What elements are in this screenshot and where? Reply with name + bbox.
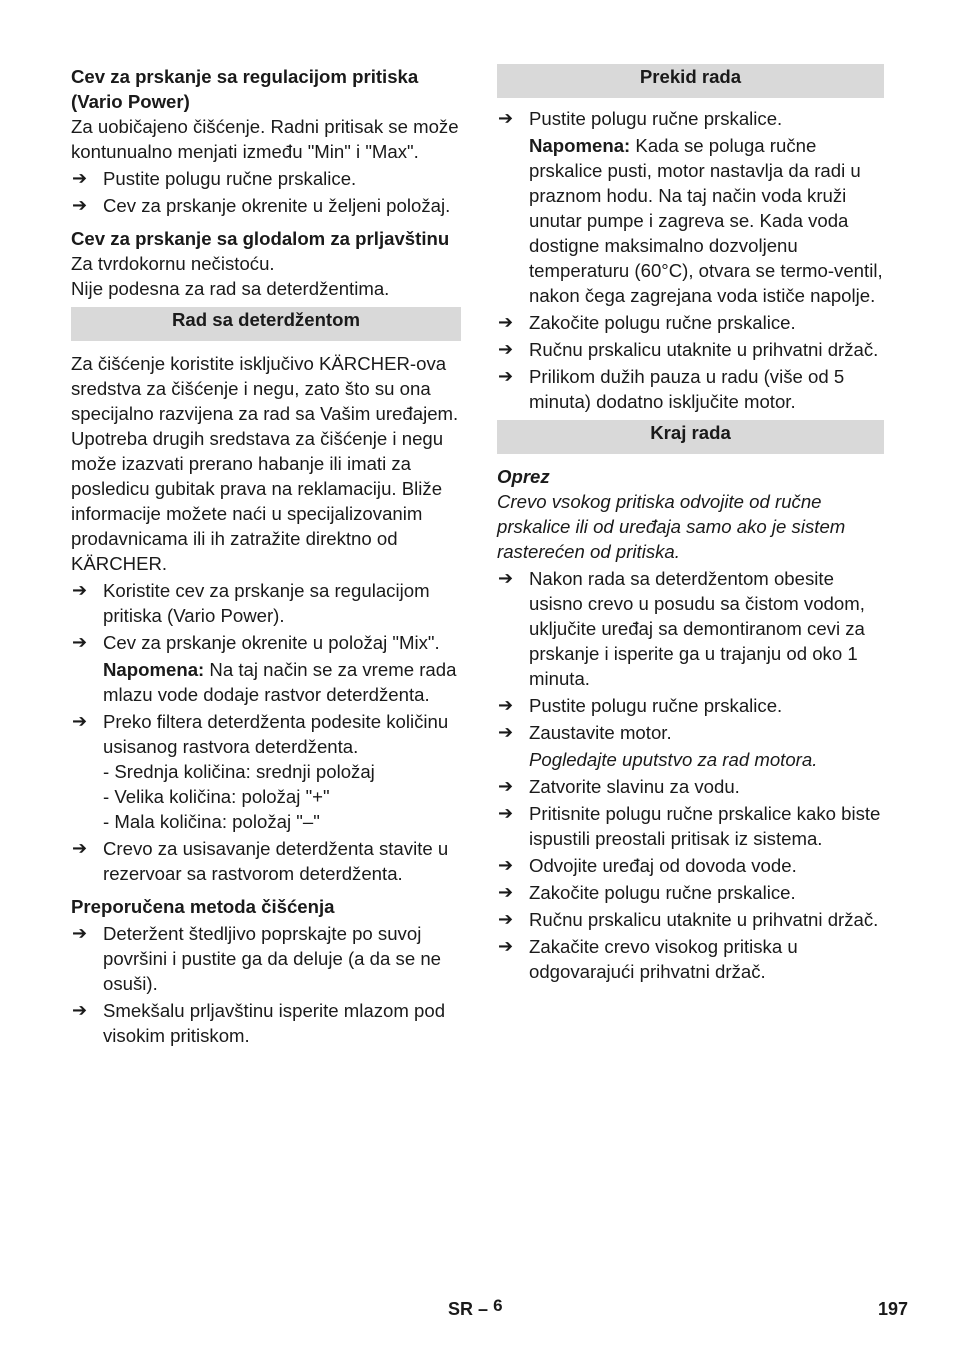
section-band-title: Rad sa deterdžentom [71,307,461,341]
bullet-item [497,566,884,691]
section-band-title: Kraj rada [497,420,884,454]
arrow-right-icon: ➔ [72,923,88,943]
bullet-text: Smekšalu prljavštinu isperite mlazom pod visokim pritiskom. [103,1000,446,1046]
section-heading: Preporučena metoda čišćenja [71,896,335,917]
footer-page-number: 197 [878,1299,909,1319]
bullet-text: Preko filtera deterdženta podesite količinu usisanog rastvora deterdženta. [103,711,449,757]
note-text: Na taj način se za vreme rada mlazu vode dodaje rastvor deterdženta. [103,659,457,705]
bullet-text: Pustite polugu ručne prskalice. [529,108,783,129]
arrow-right-icon: ➔ [72,1000,88,1020]
paragraph: Za čišćenje koristite isključivo KÄRCHER-ova sredstva za čišćenje i negu, zato što su ona specijalno razvijena za rad sa Vašim uređajem. Upotreba drugih sredstava za čišćenje i negu može izazvati prerano habanje ili imati za posledicu gubitak prava na reklamaciju. Bliže informacije možete naći u specijalizovanim prodavnicama ili ih zatražite direktno od KÄRCHER. [71,353,459,574]
bullet-text: Pustite polugu ručne prskalice. [103,168,357,189]
bullet-item [71,836,461,886]
arrow-right-icon: ➔ [72,632,88,652]
arrow-right-icon: ➔ [498,722,514,742]
arrow-right-icon: ➔ [72,580,88,600]
arrow-right-icon: ➔ [498,695,514,715]
arrow-right-icon: ➔ [498,108,514,128]
bullet-item [497,853,884,878]
arrow-right-icon: ➔ [498,882,514,902]
footer-section-page: 6 [493,1296,503,1315]
bullet-text: Ručnu prskalicu utaknite u prihvatni držač. [529,909,879,930]
bullet-text: Prilikom dužih pauza u radu (više od 5 minuta) dodatno isključite motor. [529,366,845,412]
bullet-item [497,880,884,905]
bullet-item [71,166,461,191]
section-heading: Cev za prskanje sa glodalom za prljavštinu [71,228,450,249]
arrow-right-icon: ➔ [498,803,514,823]
bullet-text: Zakočite polugu ručne prskalice. [529,882,796,903]
bullet-text: Cev za prskanje okrenite u položaj "Mix". [103,632,440,653]
paragraph: Za tvrdokornu nečistoću. [71,253,275,274]
sub-list-item: - Srednja količina: srednji položaj [103,761,375,782]
sub-list-item: - Mala količina: položaj "–" [103,811,320,832]
arrow-right-icon: ➔ [498,936,514,956]
arrow-right-icon: ➔ [498,366,514,386]
bullet-text: Crevo za usisavanje deterdženta stavite u rezervoar sa rastvorom deterdženta. [103,838,449,884]
bullet-text: Zaustavite motor. [529,722,672,743]
footer-section-label [448,1296,503,1320]
arrow-right-icon: ➔ [498,312,514,332]
section-band-title: Prekid rada [497,64,884,98]
arrow-right-icon: ➔ [498,339,514,359]
paragraph: Nije podesna za rad sa deterdžentima. [71,278,390,299]
arrow-right-icon: ➔ [498,855,514,875]
bullet-item [497,720,884,745]
arrow-right-icon: ➔ [72,711,88,731]
bullet-text: Odvojite uređaj od dovoda vode. [529,855,797,876]
note-label: Napomena: [103,659,205,680]
bullet-item [71,998,461,1048]
bullet-item [497,774,884,799]
section-heading: Cev za prskanje sa regulacijom pritiska (Vario Power) [71,66,419,112]
caution-heading: Oprez [497,466,550,487]
bullet-text: Pritisnite polugu ručne prskalice kako biste ispustili preostali pritisak iz sistema. [529,803,881,849]
bullet-item [497,801,884,851]
left-column [71,64,461,1048]
paragraph: Za uobičajeno čišćenje. Radni pritisak se može kontunualno menjati između "Min" i "Max". [71,116,459,162]
bullet-item [71,193,461,218]
arrow-right-icon: ➔ [498,568,514,588]
sub-list-item: - Velika količina: položaj "+" [103,786,330,807]
bullet-text: Zakočite polugu ručne prskalice. [529,312,796,333]
caution-text: Crevo vsokog pritiska odvojite od ručne prskalice ili od uređaja samo ako je sistem rasterećen od pritiska. [497,491,846,562]
arrow-right-icon: ➔ [72,168,88,188]
bullet-text: Zatvorite slavinu za vodu. [529,776,740,797]
italic-note: Pogledajte uputstvo za rad motora. [529,749,818,770]
bullet-item [497,693,884,718]
note [497,133,884,308]
bullet-item [497,310,884,335]
bullet-item [497,337,884,362]
bullet-text: Koristite cev za prskanje sa regulacijom pritiska (Vario Power). [103,580,430,626]
note-label: Napomena: [529,135,631,156]
bullet-item [497,907,884,932]
bullet-item [71,578,461,628]
arrow-right-icon: ➔ [498,909,514,929]
footer-dash: – [478,1299,489,1319]
bullet-item [71,709,461,759]
arrow-right-icon: ➔ [72,838,88,858]
bullet-item [497,364,884,414]
footer-section: SR [448,1299,474,1319]
bullet-item [71,630,461,655]
bullet-text: Cev za prskanje okrenite u željeni položaj. [103,195,451,216]
right-column [497,64,884,984]
bullet-item [497,106,884,131]
bullet-text: Ručnu prskalicu utaknite u prihvatni držač. [529,339,879,360]
bullet-text: Pustite polugu ručne prskalice. [529,695,783,716]
bullet-item [71,921,461,996]
bullet-item [497,934,884,984]
note-text: Kada se poluga ručne prskalice pusti, motor nastavlja da radi u praznom hodu. Na taj način voda kruži unutar pumpe i zagreva se. Kada voda dostigne maksimalno dozvoljenu temperaturu (60°C), otvara se termo-ventil, nakon čega zagrejana voda ističe napolje. [529,135,883,306]
note [71,657,461,707]
bullet-text: Zakačite crevo visokog pritiska u odgovarajući prihvatni držač. [529,936,798,982]
arrow-right-icon: ➔ [72,195,88,215]
arrow-right-icon: ➔ [498,776,514,796]
bullet-text: Deteržent štedljivo poprskajte po suvoj površini i pustite ga da deluje (a da se ne osuši). [103,923,442,994]
bullet-text: Nakon rada sa deterdžentom obesite usisno crevo u posudu sa čistom vodom, uključite uređaj sa demontiranom cevi za prskanje i isperite ga u trajanju od oko 1 minuta. [529,568,865,689]
